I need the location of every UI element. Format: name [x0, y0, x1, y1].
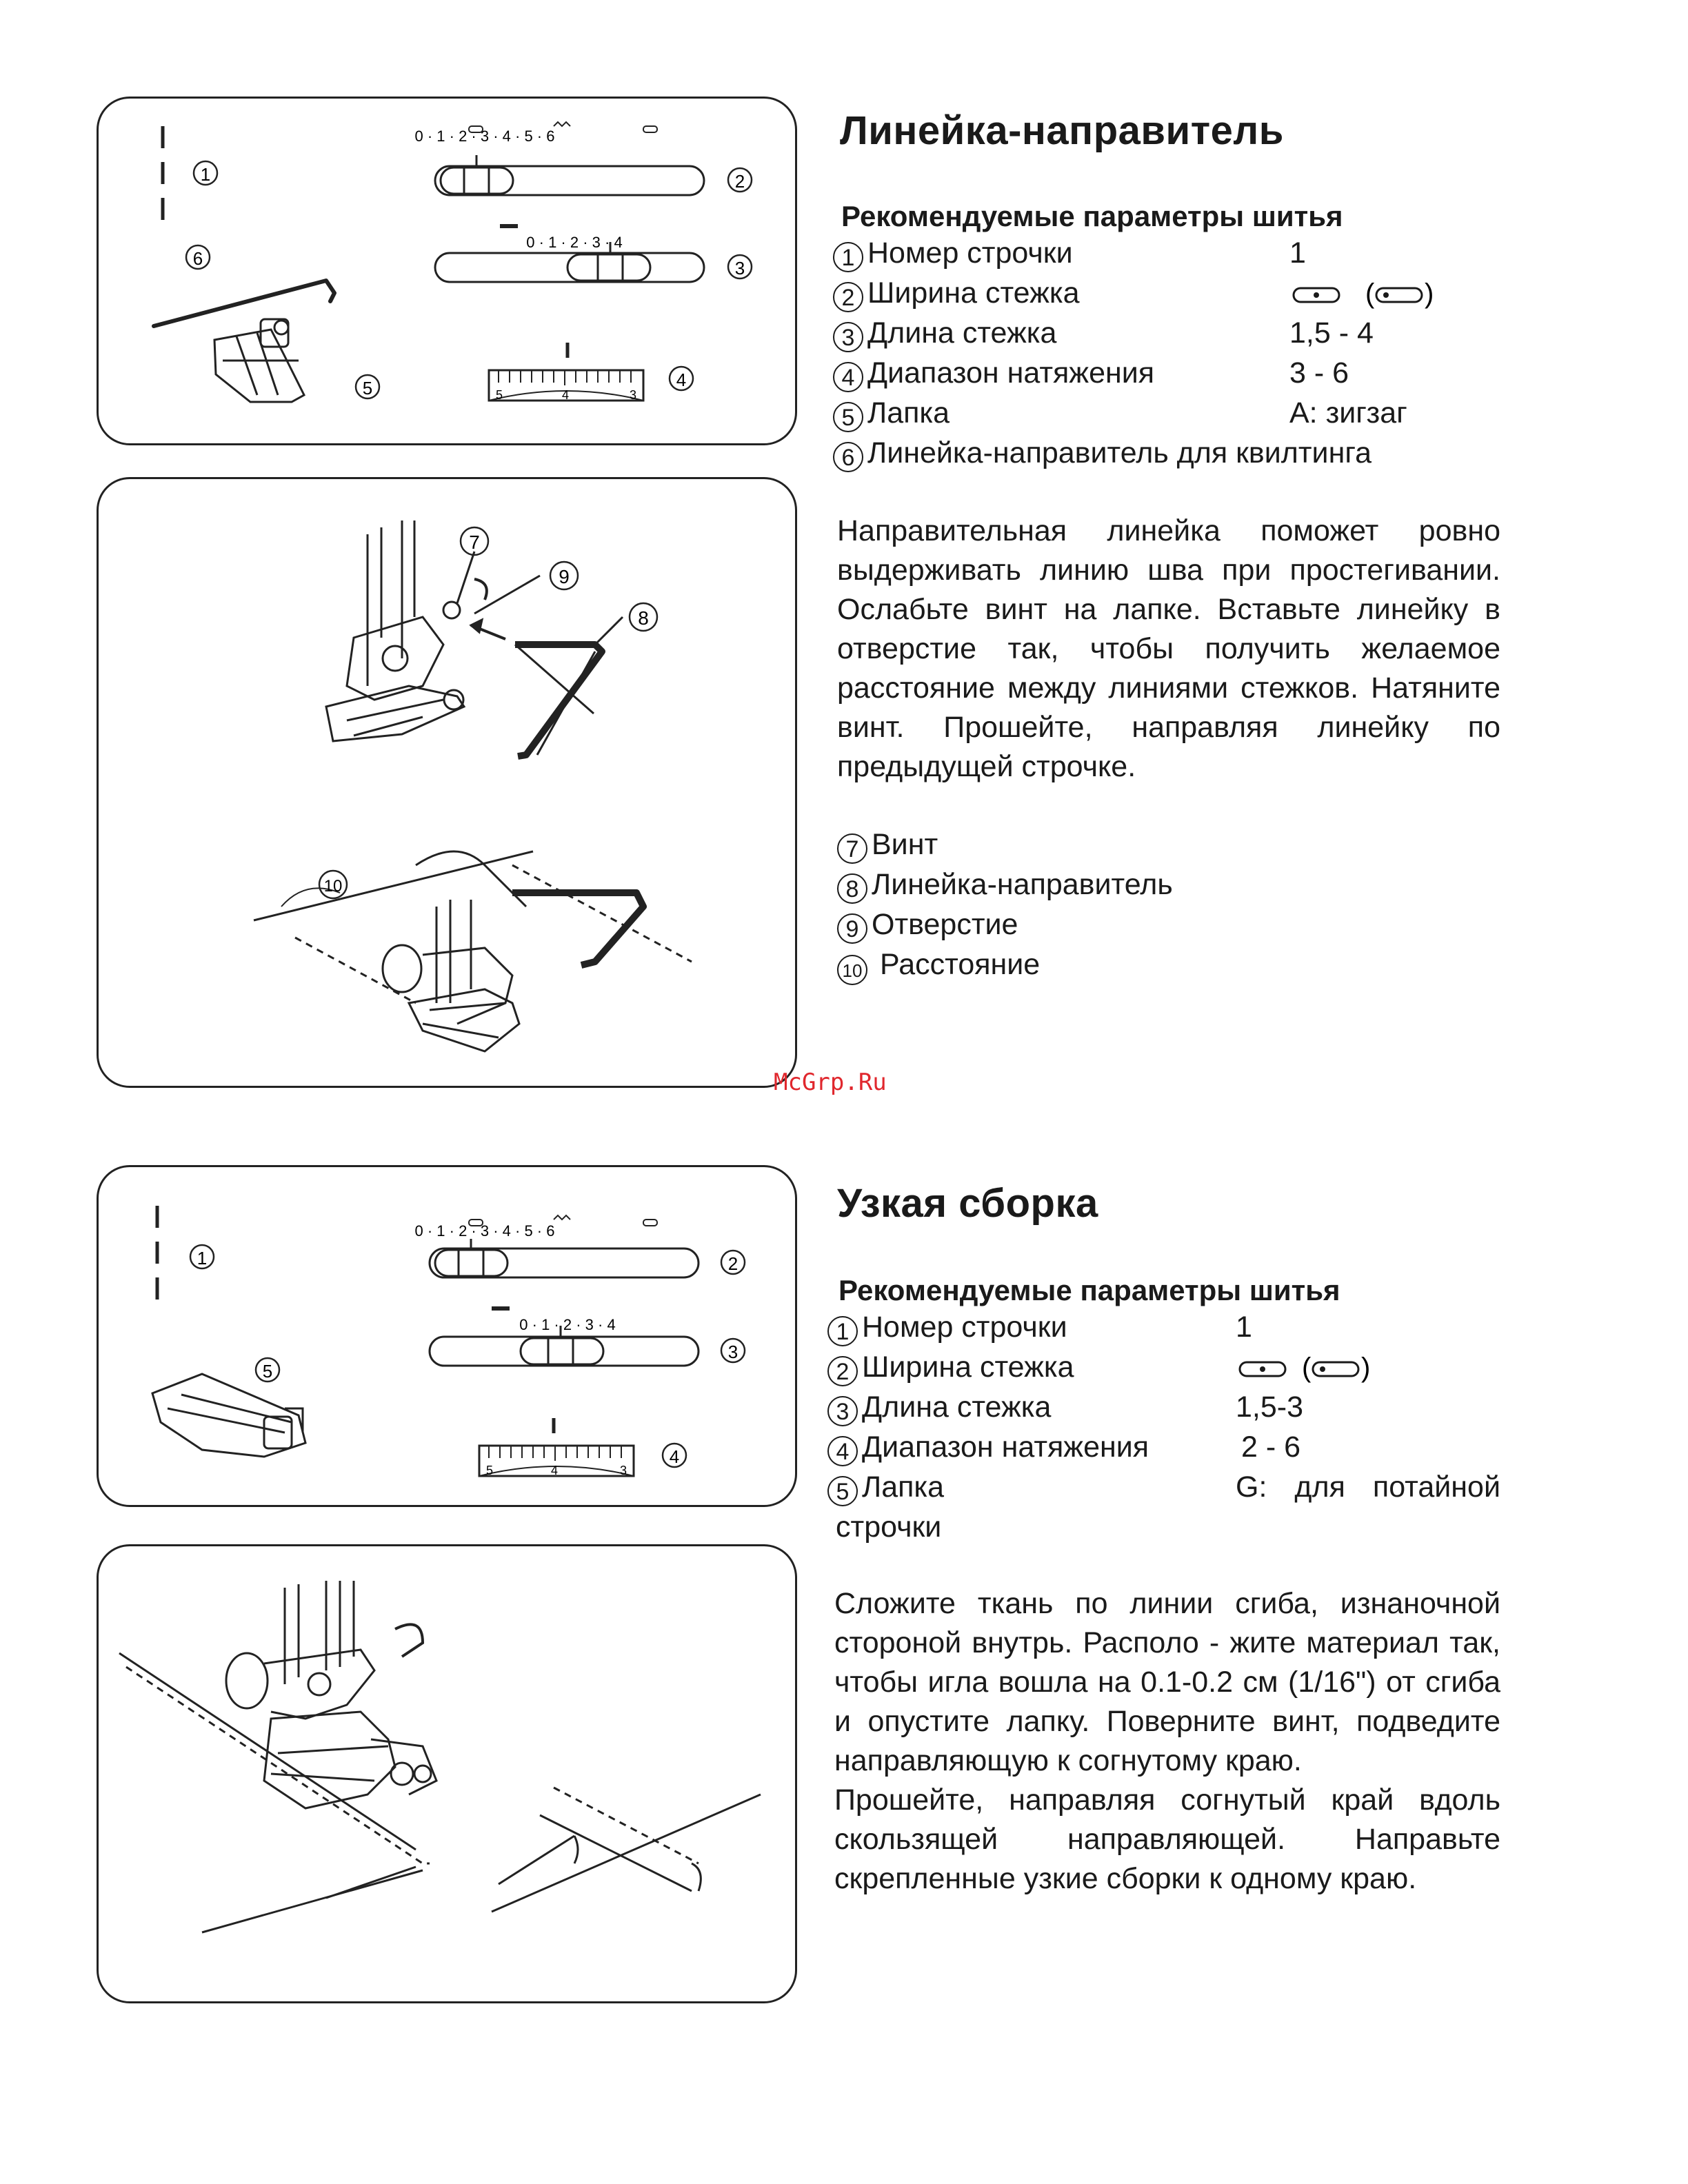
num-badge: 9 — [837, 913, 867, 944]
svg-text:(: ( — [1302, 1355, 1312, 1383]
param-row — [833, 433, 1523, 473]
num-badge: 10 — [837, 955, 867, 985]
tension-mark-3: 3 — [620, 1464, 627, 1477]
param-value: 1,5-3 — [1236, 1391, 1304, 1424]
param-continuation: строчки — [836, 1510, 942, 1544]
settings-diagram-2 — [99, 1167, 795, 1505]
svg-text:): ) — [1425, 281, 1434, 309]
param-continuation-row — [827, 1507, 1517, 1547]
section-2-title: Узкая сборка — [837, 1181, 1098, 1226]
callout-9: 9 — [559, 566, 570, 587]
param-value: 1 — [1289, 236, 1306, 270]
param-label: Номер строчки — [862, 1311, 1067, 1344]
tension-mark-5: 5 — [486, 1464, 494, 1477]
param-value: G: для потайной — [1236, 1470, 1500, 1504]
stitch-width-value — [1236, 1347, 1387, 1387]
section-1-title: Линейка-направитель — [840, 108, 1284, 153]
param-row — [827, 1347, 1517, 1387]
callout-5: 5 — [262, 1361, 273, 1382]
section-2-body — [834, 1584, 1500, 1899]
quilting-guide-icon — [154, 281, 334, 326]
illustration-panel-2 — [97, 1544, 797, 2003]
watermark: McGrp.Ru — [774, 1069, 887, 1096]
legend-item — [837, 944, 1458, 985]
callout-3: 3 — [727, 1342, 738, 1362]
num-badge: 6 — [833, 442, 863, 472]
length-scale-label: 0 · 1 · 2 · 3 · 4 — [519, 1316, 616, 1333]
presser-foot-g-icon — [152, 1374, 305, 1457]
num-badge: 1 — [833, 242, 863, 272]
body-paragraph-2: Прошейте, направляя согнутый край вдоль скользящей направляющей. Направьте скрепленные узкие сборки к одному краю. — [834, 1783, 1500, 1895]
screw-icon — [443, 602, 460, 618]
param-value: A: зигзаг — [1289, 396, 1407, 429]
param-label: Длина стежка — [862, 1391, 1052, 1424]
param-value: 3 - 6 — [1289, 356, 1349, 390]
param-label: Линейка-направитель для квилтинга — [867, 436, 1372, 469]
tension-mark-4: 4 — [562, 388, 570, 402]
num-badge: 7 — [837, 833, 867, 864]
length-scale-label: 0 · 1 · 2 · 3 · 4 — [526, 234, 623, 251]
legend-item — [837, 865, 1458, 904]
param-row — [833, 233, 1523, 273]
callout-1: 1 — [197, 1248, 208, 1268]
param-row — [827, 1307, 1517, 1347]
param-value: 1 — [1236, 1311, 1252, 1344]
num-badge: 5 — [827, 1476, 858, 1506]
legend-label: Расстояние — [879, 948, 1041, 981]
num-badge: 4 — [827, 1436, 858, 1466]
body-paragraph: Направительная линейка поможет ровно выдерживать линию шва при простегивании. Ослабьте винт на лапке. Вставьте линейку в отверстие так, чтобы получить желаемое расстояние между линиями стежков. Натяните винт. Прошейте, направляя линейку по предыдущей строчке. — [837, 514, 1500, 783]
param-label: Номер строчки — [867, 236, 1073, 270]
tension-mark-4: 4 — [551, 1464, 559, 1477]
callout-1: 1 — [200, 164, 211, 185]
width-scale-label: 0 · 1 · 2 · 3 · 4 · 5 · 6 — [414, 1222, 555, 1240]
callout-7: 7 — [469, 532, 480, 553]
param-value: 2 - 6 — [1241, 1430, 1301, 1464]
width-scale-label: 0 · 1 · 2 · 3 · 4 · 5 · 6 — [414, 128, 555, 145]
num-badge: 8 — [837, 873, 867, 904]
settings-diagram-panel-1 — [97, 97, 797, 445]
tension-mark-5: 5 — [496, 388, 503, 402]
legend-label: Отверстие — [872, 908, 1018, 941]
svg-text:): ) — [1361, 1355, 1371, 1383]
param-row — [833, 353, 1523, 393]
section-1-subtitle: Рекомендуемые параметры шитья — [841, 200, 1343, 232]
section-1-param-list — [833, 233, 1523, 473]
param-label: Длина стежка — [867, 316, 1057, 350]
num-badge: 3 — [833, 322, 863, 352]
param-value: 1,5 - 4 — [1289, 316, 1374, 350]
legend-item — [837, 825, 1458, 865]
section-1-body — [837, 512, 1500, 787]
stitch-width-value — [1289, 273, 1441, 313]
callout-2: 2 — [734, 171, 745, 192]
settings-diagram-panel-2 — [97, 1165, 797, 1507]
param-label: Лапка — [862, 1470, 945, 1504]
callout-4: 4 — [669, 1446, 680, 1467]
num-badge: 5 — [833, 402, 863, 432]
param-row — [827, 1387, 1517, 1427]
callout-4: 4 — [676, 370, 687, 390]
stitch-width-icon — [1236, 1355, 1387, 1383]
narrow-gather-illustration — [99, 1546, 795, 2001]
callout-10: 10 — [323, 877, 343, 896]
param-label: Лапка — [867, 396, 950, 429]
param-row — [827, 1427, 1517, 1467]
num-badge: 3 — [827, 1396, 858, 1426]
param-label: Диапазон натяжения — [867, 356, 1155, 390]
callout-2: 2 — [727, 1253, 738, 1274]
callout-5: 5 — [362, 378, 373, 398]
callout-6: 6 — [192, 248, 203, 269]
settings-diagram-1 — [99, 99, 795, 443]
section-2-subtitle: Рекомендуемые параметры шитья — [838, 1274, 1340, 1306]
presser-foot-a-icon — [214, 319, 304, 402]
param-label: Диапазон натяжения — [862, 1430, 1149, 1464]
num-badge: 2 — [827, 1356, 858, 1386]
legend-label: Винт — [872, 828, 938, 861]
param-label: Ширина стежка — [862, 1351, 1074, 1384]
param-row — [833, 393, 1523, 433]
legend-item — [837, 904, 1458, 944]
section-2-param-list — [827, 1307, 1517, 1547]
num-badge: 4 — [833, 362, 863, 392]
num-badge: 2 — [833, 282, 863, 312]
param-row — [833, 273, 1523, 313]
illustration-panel-1 — [97, 477, 797, 1088]
quilting-guide-illustration — [99, 479, 795, 1086]
stitch-width-icon — [1289, 281, 1441, 309]
legend-label: Линейка-направитель — [872, 868, 1173, 901]
param-label: Ширина стежка — [867, 276, 1080, 310]
param-row — [833, 313, 1523, 353]
body-paragraph-1: Сложите ткань по линии сгиба, изнаночной стороной внутрь. Располо - жите материал так, чтобы игла вошла на 0.1-0.2 см (1/16") от сгиба и опустите лапку. Поверните винт, подведите направляющую к согнутому краю. — [834, 1587, 1500, 1777]
section-1-legend — [837, 825, 1458, 985]
num-badge: 1 — [827, 1316, 858, 1346]
tension-mark-3: 3 — [630, 388, 637, 402]
callout-3: 3 — [734, 258, 745, 279]
svg-text:(: ( — [1365, 281, 1375, 309]
callout-8: 8 — [638, 607, 649, 629]
param-row — [827, 1467, 1517, 1507]
